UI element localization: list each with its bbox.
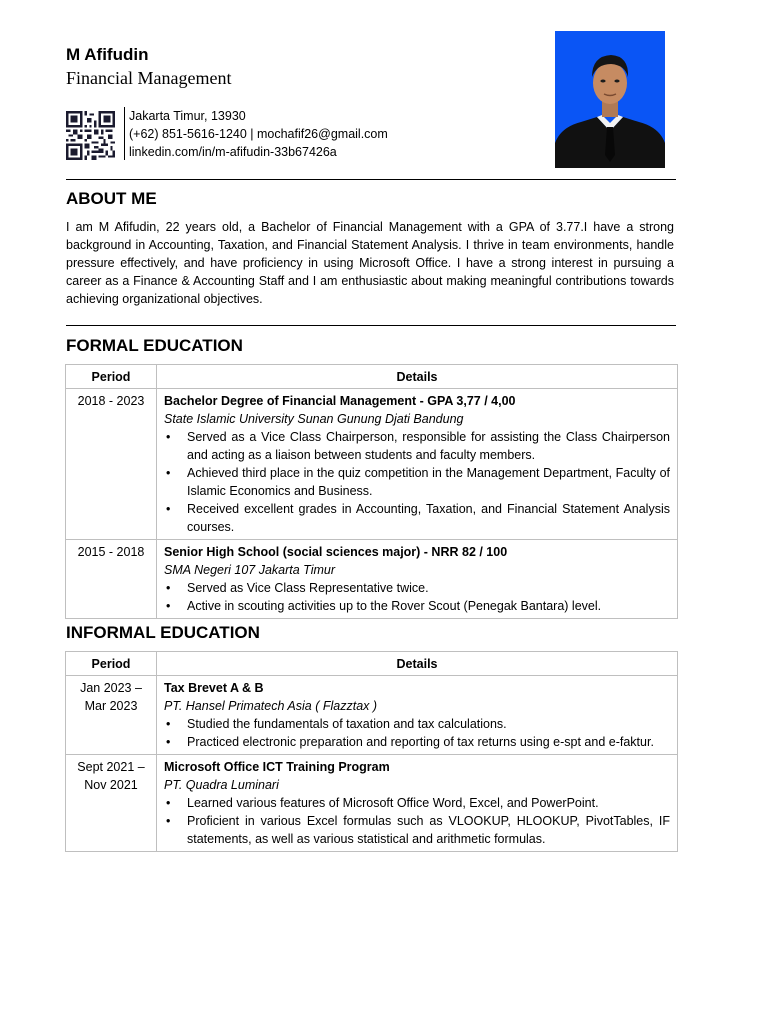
period-start: Sept 2021 – bbox=[77, 760, 145, 774]
formal-education-title: FORMAL EDUCATION bbox=[66, 336, 243, 355]
details-cell bbox=[157, 755, 678, 852]
details-cell bbox=[157, 676, 678, 755]
table-header-row bbox=[66, 652, 678, 676]
period-end: Mar 2023 bbox=[84, 699, 138, 713]
candidate-name: M Afifudin bbox=[66, 45, 149, 64]
informal-education-table bbox=[65, 651, 678, 852]
period-end: Nov 2021 bbox=[84, 778, 138, 792]
contact-divider bbox=[124, 107, 125, 160]
list-item: • Studied the fundamentals of taxation and tax calculations. bbox=[164, 715, 670, 733]
list-item: • Served as Vice Class Representative twice. bbox=[164, 579, 670, 597]
period-header: Period bbox=[66, 365, 157, 389]
table-row bbox=[66, 389, 678, 540]
about-title: ABOUT ME bbox=[66, 189, 157, 208]
table-row bbox=[66, 755, 678, 852]
details-cell bbox=[157, 540, 678, 619]
linkedin-link[interactable]: linkedin.com/in/m-afifudin-33b67426a bbox=[129, 145, 337, 159]
list-item: • Active in scouting activities up to the Rover Scout (Penegak Bantara) level. bbox=[164, 597, 670, 615]
period-start: Jan 2023 – bbox=[80, 681, 142, 695]
header-divider bbox=[66, 179, 676, 180]
list-item: • Received excellent grades in Accounting, Taxation, and Financial Statement Analysis courses. bbox=[164, 500, 670, 536]
period-cell bbox=[66, 676, 157, 755]
list-item: • Achieved third place in the quiz competition in the Management Department, Faculty of Islamic Economics and Business. bbox=[164, 464, 670, 500]
achievement-list bbox=[164, 428, 670, 536]
formal-education-table bbox=[65, 364, 678, 619]
candidate-role: Financial Management bbox=[66, 68, 232, 88]
table-row bbox=[66, 540, 678, 619]
degree-title: Bachelor Degree of Financial Management - GPA 3,77 / 4,00 bbox=[164, 394, 516, 408]
details-header: Details bbox=[157, 365, 678, 389]
institution: State Islamic University Sunan Gunung Djati Bandung bbox=[164, 412, 464, 426]
about-text: I am M Afifudin, 22 years old, a Bachelor of Financial Management with a GPA of 3.77.I have a strong background in Accounting, Taxation, and Financial Statement Analysis. I thrive in team environments, handle pressure effectively, and have proficiency in using Microsoft Office. I have a strong interest in pursuing a career as a Finance & Accounting Staff and I am enthusiastic about making meaningful contributions towards achieving organizational objectives. bbox=[66, 220, 674, 306]
table-row bbox=[66, 676, 678, 755]
degree-title: Senior High School (social sciences major) - NRR 82 / 100 bbox=[164, 545, 508, 559]
details-cell bbox=[157, 389, 678, 540]
list-item: • Served as a Vice Class Chairperson, responsible for assisting the Class Chairperson and acting as a liaison between students and faculty members. bbox=[164, 428, 670, 464]
period-cell: 2015 - 2018 bbox=[66, 540, 157, 619]
program-title: Microsoft Office ICT Training Program bbox=[164, 760, 390, 774]
period-cell bbox=[66, 755, 157, 852]
institution: SMA Negeri 107 Jakarta Timur bbox=[164, 563, 336, 577]
profile-photo bbox=[555, 31, 665, 168]
contact-block bbox=[129, 107, 388, 161]
address: Jakarta Timur, 13930 bbox=[129, 109, 246, 123]
about-divider bbox=[66, 325, 676, 326]
period-header: Period bbox=[66, 652, 157, 676]
achievement-list bbox=[164, 579, 670, 615]
list-item: • Proficient in various Excel formulas such as VLOOKUP, HLOOKUP, PivotTables, IF statements, as well as various statistical and arithmetic formulas. bbox=[164, 812, 670, 848]
achievement-list bbox=[164, 715, 670, 751]
list-item: • Practiced electronic preparation and reporting of tax returns using e-spt and e-faktur. bbox=[164, 733, 670, 751]
program-title: Tax Brevet A & B bbox=[164, 681, 264, 695]
achievement-list bbox=[164, 794, 670, 848]
qr-code-icon[interactable] bbox=[66, 111, 115, 160]
list-item: • Learned various features of Microsoft Office Word, Excel, and PowerPoint. bbox=[164, 794, 670, 812]
table-header-row bbox=[66, 365, 678, 389]
informal-education-title: INFORMAL EDUCATION bbox=[66, 623, 260, 642]
period-cell: 2018 - 2023 bbox=[66, 389, 157, 540]
institution: PT. Hansel Primatech Asia ( Flazztax ) bbox=[164, 699, 378, 713]
phone-email[interactable]: (+62) 851-5616-1240 | mochafif26@gmail.com bbox=[129, 127, 388, 141]
institution: PT. Quadra Luminari bbox=[164, 778, 279, 792]
details-header: Details bbox=[157, 652, 678, 676]
